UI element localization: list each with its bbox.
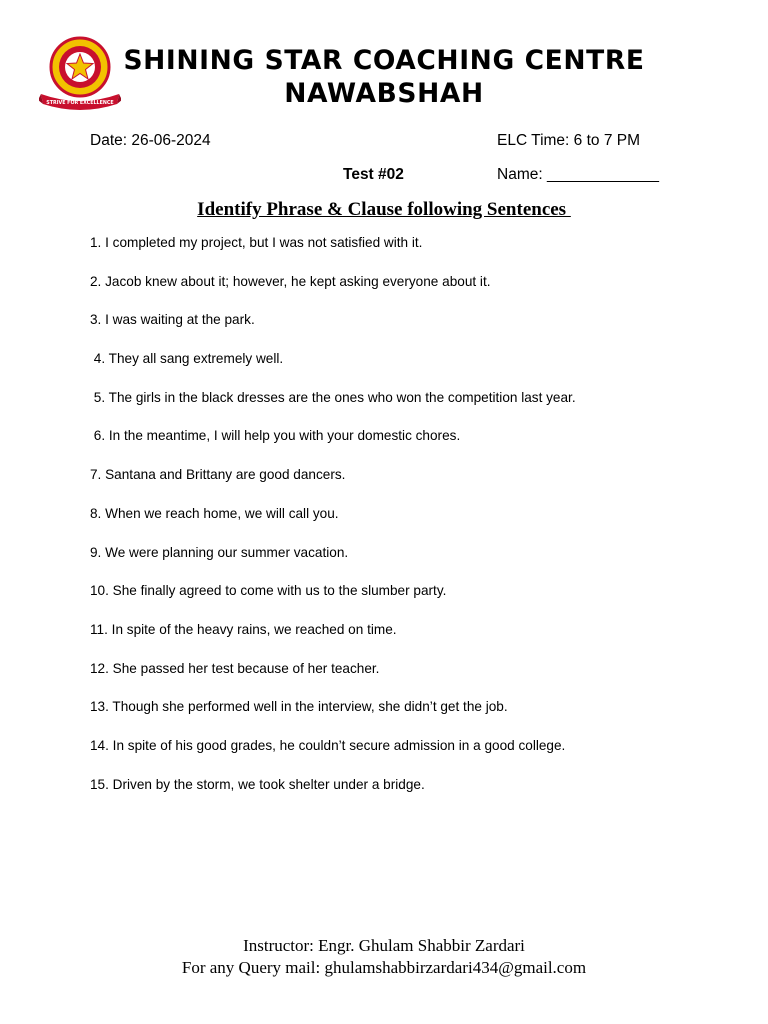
- question-item: 9. We were planning our summer vacation.: [90, 544, 349, 560]
- test-number: Test #02: [343, 166, 404, 183]
- name-field[interactable]: Name: _____________: [497, 166, 660, 183]
- question-item: 13. Though she performed well in the interview, she didn’t get the job.: [90, 699, 508, 715]
- question-item: 14. In spite of his good grades, he couldn’t secure admission in a good college.: [90, 737, 566, 753]
- instructor-name: Instructor: Engr. Ghulam Shabbir Zardari: [243, 936, 525, 955]
- question-item: 1. I completed my project, but I was not satisfied with it.: [90, 235, 423, 250]
- question-item: 8. When we reach home, we will call you.: [90, 505, 339, 521]
- worksheet-heading: Identify Phrase & Clause following Sentences: [197, 199, 571, 220]
- question-item: 2. Jacob knew about it; however, he kept asking everyone about it.: [90, 273, 491, 289]
- question-item: 7. Santana and Brittany are good dancers.: [90, 467, 346, 483]
- question-item: 6. In the meantime, I will help you with your domestic chores.: [90, 428, 461, 444]
- question-item: 15. Driven by the storm, we took shelter under a bridge.: [90, 776, 425, 792]
- school-city: NAWABSHAH: [284, 78, 484, 109]
- question-item: 3. I was waiting at the park.: [90, 312, 255, 328]
- question-list: [90, 233, 730, 813]
- question-item: 11. In spite of the heavy rains, we reached on time.: [90, 621, 397, 637]
- question-item: 5. The girls in the black dresses are the ones who won the competition last year.: [90, 389, 576, 405]
- footer: [0, 935, 768, 979]
- school-title: [110, 44, 658, 110]
- question-item: 10. She finally agreed to come with us to the slumber party.: [90, 583, 447, 599]
- elc-time: ELC Time: 6 to 7 PM: [497, 132, 640, 149]
- question-item: 12. She passed her test because of her teacher.: [90, 660, 380, 676]
- school-name: SHINING STAR COACHING CENTRE: [123, 45, 645, 76]
- test-date: Date: 26-06-2024: [90, 132, 211, 149]
- logo-ribbon-text: STRIVE FOR EXCELLENCE: [46, 101, 114, 106]
- star-emblem-logo: [39, 34, 121, 112]
- contact-email[interactable]: For any Query mail: ghulamshabbirzardari434@gmail.com: [181, 958, 587, 977]
- question-item: 4. They all sang extremely well.: [90, 351, 284, 367]
